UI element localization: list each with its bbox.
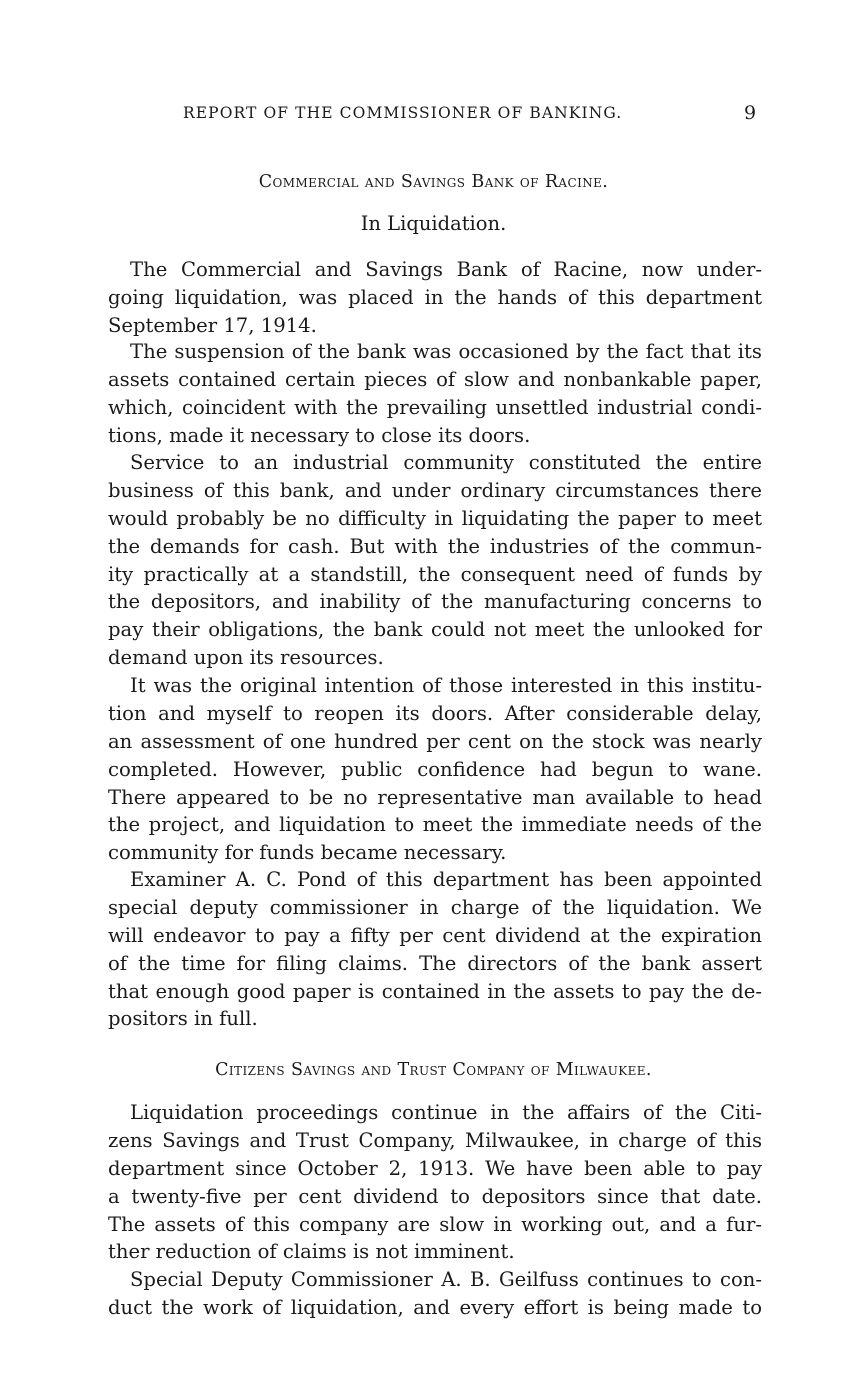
- section-heading-racine: Commercial and Savings Bank of Racine.: [258, 172, 609, 192]
- text-line: an assessment of one hundred per cent on the stock was nearly: [108, 729, 762, 753]
- paragraph: [108, 1099, 762, 1266]
- text-line: pay their obligations, the bank could not meet the unlooked for: [108, 618, 762, 642]
- text-line: positors in full.: [108, 1007, 258, 1031]
- paragraph: [108, 256, 762, 340]
- paragraph: [108, 1266, 762, 1322]
- text-line: September 17, 1914.: [108, 313, 317, 337]
- text-line: The assets of this company are slow in working out, and a fur-: [108, 1212, 762, 1236]
- text-line: It was the original intention of those interested in this institu-: [130, 674, 762, 697]
- text-line: ther reduction of claims is not imminent.: [108, 1240, 515, 1264]
- text-line: going liquidation, was placed in the hands of this department: [108, 285, 762, 309]
- text-line: will endeavor to pay a fifty per cent dividend at the expiration: [108, 923, 762, 947]
- text-line: of the time for filing claims. The directors of the bank assert: [108, 951, 762, 975]
- page-number: 9: [744, 102, 757, 124]
- text-line: which, coincident with the prevailing unsettled industrial condi-: [108, 395, 762, 419]
- text-line: completed. However, public confidence had begun to wane.: [108, 757, 762, 781]
- text-line: the demands for cash. But with the industries of the commun-: [108, 534, 762, 558]
- text-line: ity practically at a standstill, the consequent need of funds by: [108, 562, 762, 586]
- text-line: special deputy commissioner in charge of the liquidation. We: [108, 895, 762, 919]
- text-line: the project, and liquidation to meet the immediate needs of the: [108, 813, 762, 837]
- text-line: The Commercial and Savings Bank of Racine, now under-: [130, 258, 762, 281]
- text-line: the depositors, and inability of the manufacturing concerns to: [108, 590, 762, 614]
- text-line: duct the work of liquidation, and every effort is being made to: [108, 1295, 762, 1319]
- text-line: business of this bank, and under ordinary circumstances there: [108, 478, 762, 502]
- text-line: zens Savings and Trust Company, Milwaukee, in charge of this: [108, 1128, 762, 1152]
- text-line: tion and myself to reopen its doors. After considerable delay,: [108, 701, 762, 725]
- text-line: that enough good paper is contained in the assets to pay the de-: [108, 979, 762, 1003]
- text-line: Liquidation proceedings continue in the affairs of the Citi-: [130, 1101, 762, 1124]
- section-heading-milwaukee: Citizens Savings and Trust Company of Milwaukee.: [215, 1060, 652, 1080]
- running-header: [0, 104, 867, 128]
- text-line: department since October 2, 1913. We have been able to pay: [108, 1156, 762, 1180]
- text-line: assets contained certain pieces of slow and nonbankable paper,: [108, 367, 762, 391]
- text-line: Service to an industrial community constituted the entire: [130, 451, 762, 474]
- text-line: community for funds became necessary.: [108, 841, 507, 865]
- text-line: a twenty-five per cent dividend to depositors since that date.: [108, 1184, 762, 1208]
- paragraph: [108, 449, 762, 672]
- text-line: would probably be no difficulty in liquidating the paper to meet: [108, 506, 762, 530]
- text-line: demand upon its resources.: [108, 646, 384, 670]
- text-line: There appeared to be no representative man available to head: [108, 785, 762, 809]
- paragraph: [108, 866, 762, 1033]
- text-line: Special Deputy Commissioner A. B. Geilfuss continues to con-: [130, 1268, 762, 1291]
- running-title: REPORT OF THE COMMISSIONER OF BANKING.: [183, 104, 623, 122]
- paragraph: [108, 672, 762, 867]
- text-line: tions, made it necessary to close its doors.: [108, 423, 531, 447]
- section-subheading: In Liquidation.: [360, 212, 507, 235]
- text-line: The suspension of the bank was occasioned by the fact that its: [130, 340, 762, 363]
- text-line: Examiner A. C. Pond of this department has been appointed: [130, 868, 762, 891]
- paragraph: [108, 338, 762, 450]
